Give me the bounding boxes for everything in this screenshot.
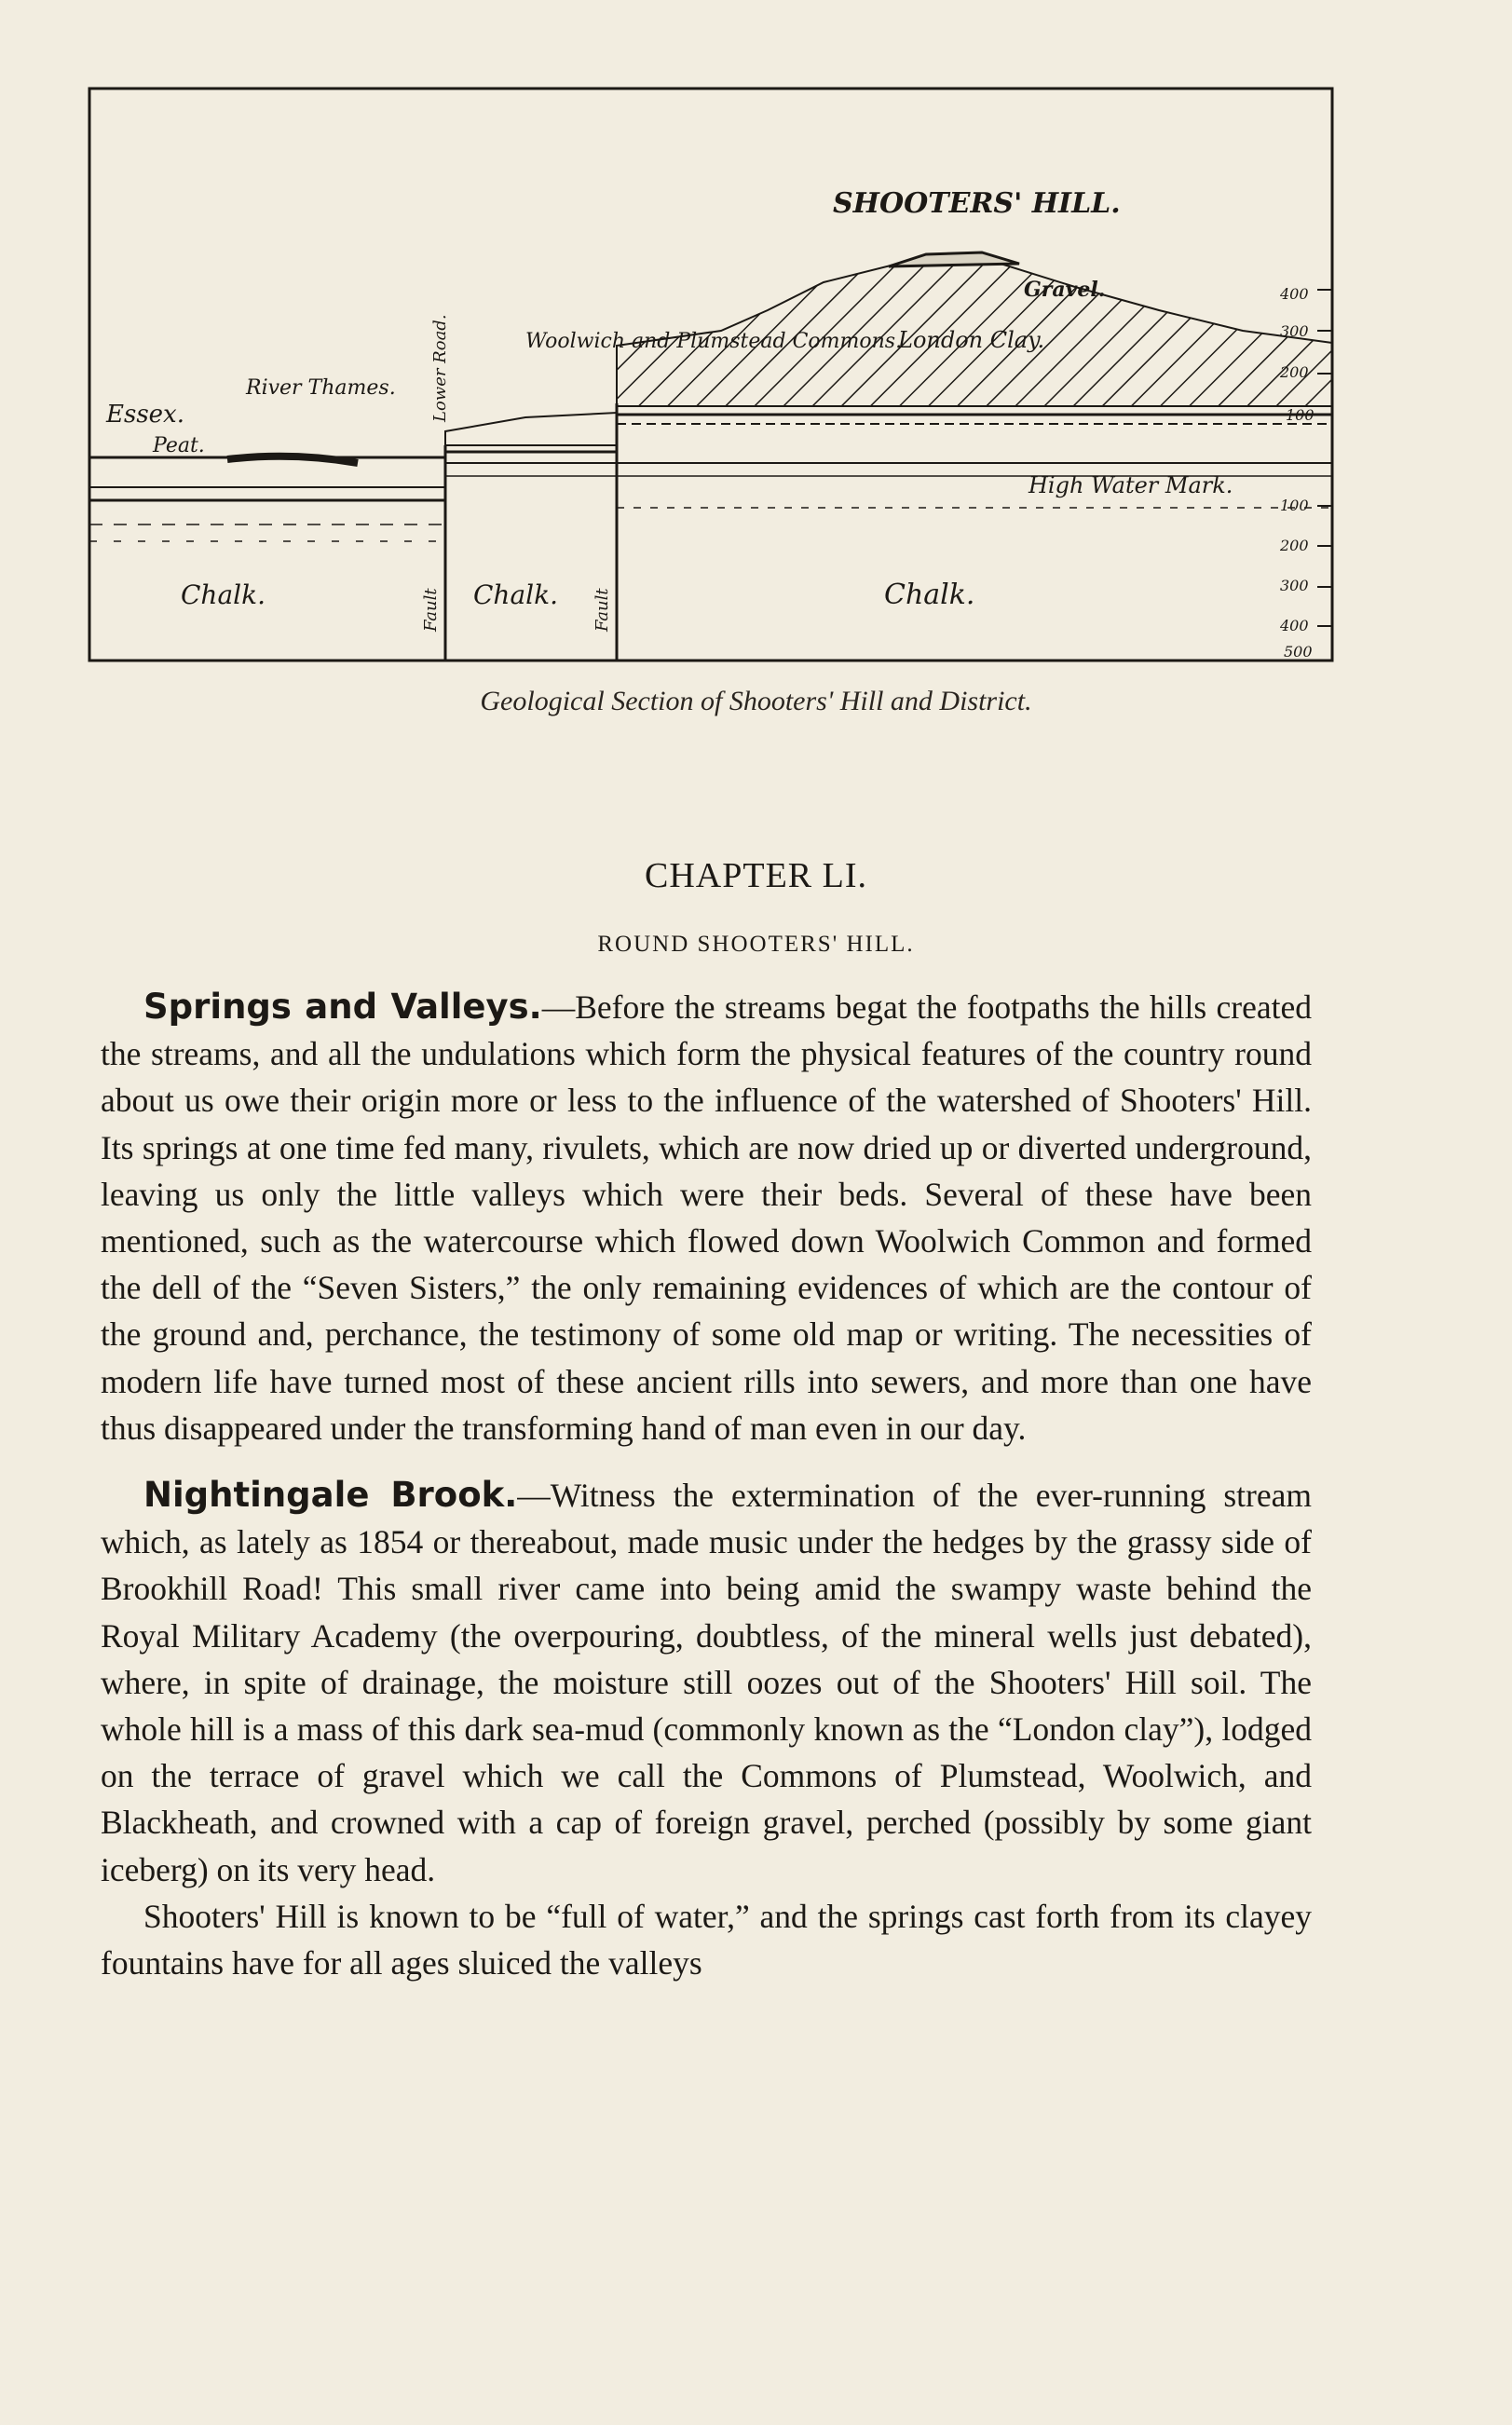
lower-road-label: Lower Road.	[430, 314, 450, 422]
fault-label-left: Fault	[421, 588, 441, 632]
scale-down-2: 300	[1280, 577, 1309, 594]
scale-up-2: 200	[1280, 363, 1309, 381]
paragraph-nightingale-brook	[101, 1472, 1312, 1893]
section-heading: Springs and Valleys.	[143, 987, 542, 1027]
peat-label: Peat.	[153, 434, 205, 457]
commons-terrace	[445, 413, 617, 445]
geological-section-figure	[88, 87, 1334, 662]
high-water-mark-label: High Water Mark.	[1028, 472, 1233, 498]
commons-label: Woolwich and Plumstead Commons.	[525, 330, 903, 353]
chalk-label-left: Chalk.	[181, 579, 266, 610]
chapter-heading: CHAPTER LI.	[645, 856, 867, 895]
chapter-subtitle: ROUND SHOOTERS' HILL.	[597, 932, 915, 957]
scale-up-0: 400	[1280, 285, 1309, 303]
scale-up-1: 300	[1280, 322, 1309, 340]
scale-down-0: 100	[1280, 497, 1309, 514]
figure-title: SHOOTERS' HILL.	[833, 187, 1121, 220]
paragraph-text: Shooters' Hill is known to be “full of water,” and the springs cast forth from its clayey fountains have for all ages sluiced the valleys	[101, 1897, 1312, 1982]
essex-label: Essex.	[106, 401, 184, 429]
scale-down-1: 200	[1280, 537, 1309, 554]
figure-caption: Geological Section of Shooters' Hill and District.	[480, 686, 1032, 716]
chalk-label-middle: Chalk.	[473, 579, 558, 610]
paragraph-shooters-hill-water	[101, 1893, 1312, 1986]
section-heading: Nightingale Brook.	[143, 1475, 518, 1516]
gravel-cap	[889, 252, 1019, 266]
chalk-label-right: Chalk.	[884, 579, 975, 611]
body-text	[101, 984, 1312, 1986]
scale-down-4: 500	[1284, 643, 1313, 661]
scale-up-3: 100	[1286, 406, 1314, 424]
river-thames-channel	[227, 456, 358, 463]
scale-down-3: 400	[1280, 617, 1309, 634]
paragraph-springs-and-valleys	[101, 984, 1312, 1451]
paragraph-text: —Before the streams begat the footpaths the hills created the streams, and all the undulations which form the physical features of the country round about us owe their origin more or less to the influence of the watershed of Shooters' Hill. Its springs at one time fed many, rivulets, which are now dried up or diverted underground, leaving us only the little valleys which were their beds. Several of these have been mentioned, such as the watercourse which flowed down Woolwich Common and formed the dell of the “Seven Sisters,” the only remaining evidences of which are the contour of the ground and, perchance, the testimony of some old map or writing. The necessities of modern life have turned most of these ancient rills into sewers, and more than one have thus disappeared under the transforming hand of man even in our day.	[101, 988, 1312, 1447]
river-thames-label: River Thames.	[246, 376, 396, 400]
fault-label-right: Fault	[593, 588, 612, 632]
paragraph-text: —Witness the extermination of the ever-running stream which, as lately as 1854 or thereabout, made music under the hedges by the grassy side of Brookhill Road! This small river came into being amid the swampy waste behind the Royal Military Academy (the overpouring, doubtless, of the mineral wells just debated), where, in spite of drainage, the moisture still oozes out of the Shooters' Hill soil. The whole hill is a mass of this dark sea-mud (commonly known as the “London clay”), lodged on the terrace of gravel which we call the Commons of Plumstead, Woolwich, and Blackheath, and crowned with a cap of foreign gravel, perched (possibly by some giant iceberg) on its very head.	[101, 1477, 1312, 1888]
london-clay-label: London Clay.	[898, 327, 1045, 353]
gravel-label: Gravel.	[1024, 278, 1106, 302]
geological-section-diagram	[88, 87, 1334, 662]
